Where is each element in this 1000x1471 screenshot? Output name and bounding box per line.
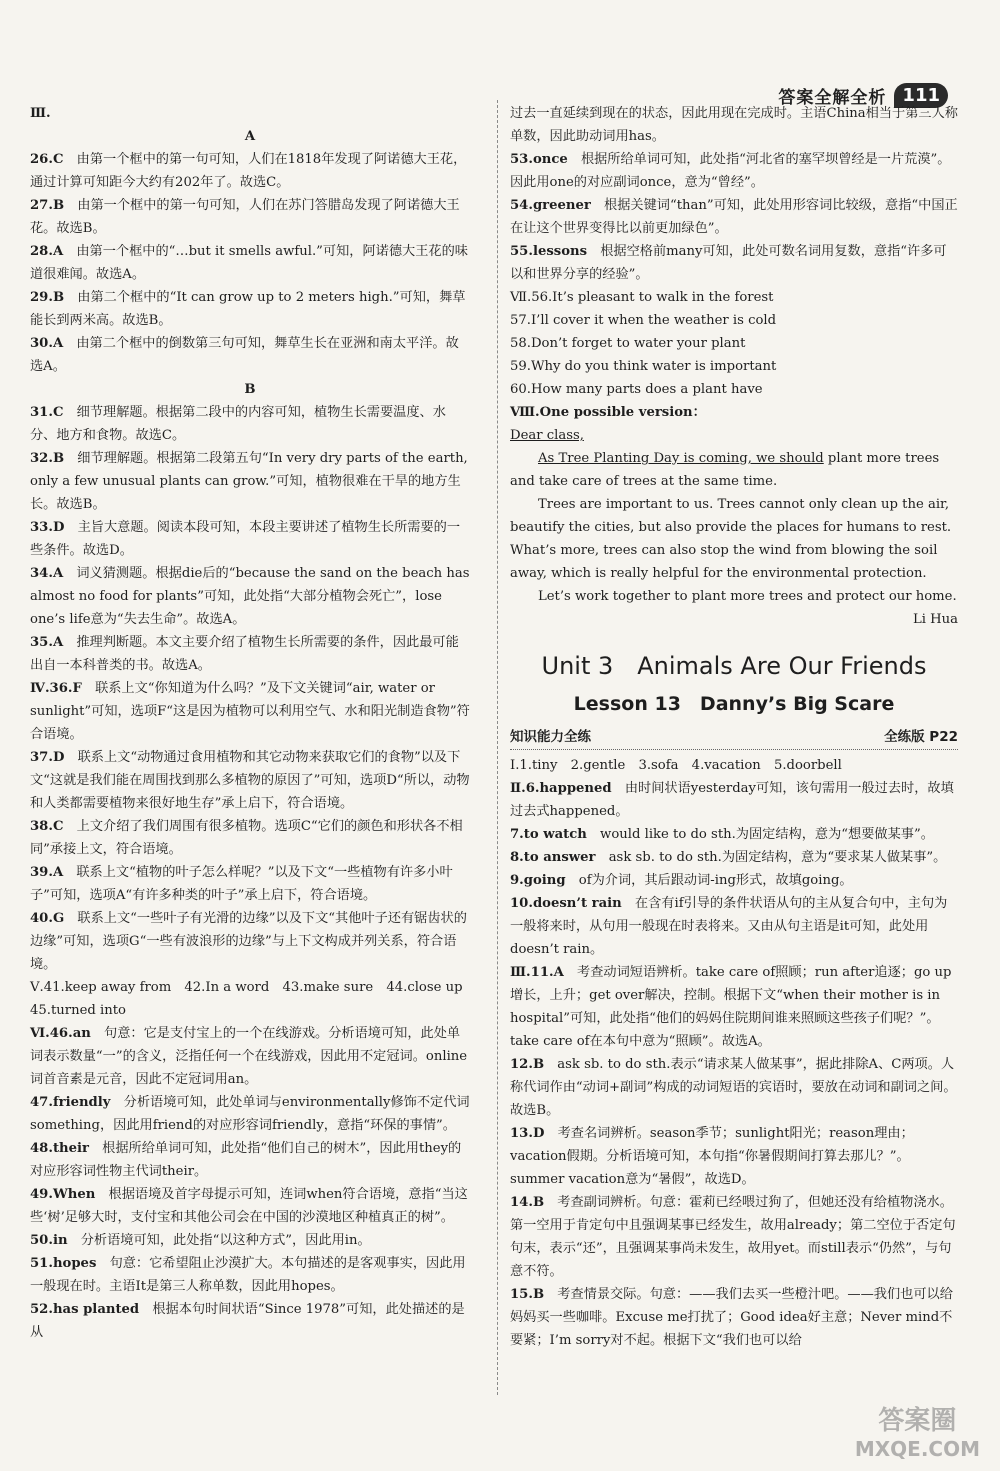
- answer-explanation: 分析语境可知，此处指“以这种方式”，因此用in。: [80, 1233, 371, 1248]
- letter-paragraph-3: Let’s work together to plant more trees and protect our home.: [538, 589, 957, 604]
- answer-entry: [510, 1122, 958, 1191]
- answer-number: 27.B: [30, 198, 65, 213]
- lesson-answers: [510, 754, 958, 1352]
- answer-explanation: 句意：它是支付宝上的一个在线游戏。分析语境可知，此处单词表示数量“一”的含义，泛指任何一个在线游戏，因此用不定冠词。online词首音素是元音，因此不定冠词用an。: [30, 1026, 468, 1087]
- answer-explanation: ask sb. to do sth.表示“请求某人做某事”，据此排除A、C两项。人称代词作由“动词+副词”构成的动词短语的宾语时，要放在动词和副词之间。故选B。: [510, 1057, 957, 1118]
- answer-number: 33.D: [30, 520, 65, 535]
- answer-explanation: 根据关键词“than”可知，此处用形容词比较级，意指“中国正在让这个世界变得比以前更加绿色”。: [510, 198, 958, 236]
- answer-number: 40.G: [30, 911, 65, 926]
- answer-entry: [30, 1252, 470, 1298]
- answer-explanation: 联系上文“动物通过食用植物和其它动物来获取它们的食物”以及下文“这就是我们能在周围找到那么多植物的原因了”可知，选项D“所以，动物和人类都需要植物来很好地生存”承上启下，符合语境。: [30, 750, 470, 811]
- answer-number: 38.C: [30, 819, 64, 834]
- answer-explanation: 根据空格前many可知，此处可数名词用复数，意指“许多可以和世界分享的经验”。: [510, 244, 947, 282]
- answer-explanation: 句意：它希望阻止沙漠扩大。本句描述的是客观事实，因此用一般现在时。主语It是第三人称单数，因此用hopes。: [30, 1256, 466, 1294]
- answer-explanation: 由第一个框中的第一句可知，人们在1818年发现了阿诺德大王花，通过计算可知距今大约有202年了。故选C。: [30, 152, 467, 190]
- answer-line: Ⅰ.1.tiny 2.gentle 3.sofa 4.vacation 5.doorbell: [510, 758, 842, 773]
- answer-entry: [30, 815, 470, 861]
- answer-number: 28.A: [30, 244, 64, 259]
- answer-line: Ⅶ.56.It’s pleasant to walk in the forest: [510, 290, 774, 305]
- letter-greeting: Dear class,: [510, 428, 584, 443]
- answer-number: 48.their: [30, 1141, 89, 1156]
- answer-entry: [30, 286, 470, 332]
- section-heading: Ⅷ.One possible version：: [510, 405, 706, 420]
- answer-number: 35.A: [30, 635, 64, 650]
- answer-number: Ⅲ.11.A: [510, 965, 564, 980]
- answer-number: 32.B: [30, 451, 65, 466]
- skill-section-bar: [510, 725, 958, 750]
- answer-number: 53.once: [510, 152, 568, 167]
- answer-explanation: 根据所给单词可知，此处指“他们自己的树木”，因此用they的对应形容词性物主代词their。: [30, 1141, 462, 1179]
- answer-entry: [30, 677, 470, 746]
- answer-entry: [30, 631, 470, 677]
- answer-explanation: 由第一个框中的“…but it smells awful.”可知，阿诺德大王花的味道很难闻。故选A。: [30, 244, 468, 282]
- section-heading: Ⅲ.: [30, 106, 51, 121]
- answer-entry: [30, 516, 470, 562]
- answer-number: 52.has planted: [30, 1302, 140, 1317]
- answer-explanation: 联系上文“你知道为什么吗？”及下文关键词“air, water or sunlight”可知，选项F“这是因为植物可以利用空气、水和阳光制造食物”符合语境。: [30, 681, 470, 742]
- answer-entry: [30, 148, 470, 194]
- answer-number: 50.in: [30, 1233, 68, 1248]
- answer-line: 60.How many parts does a plant have: [510, 382, 763, 397]
- answer-entry: [30, 240, 470, 286]
- answer-entry: [30, 562, 470, 631]
- answer-number: 12.B: [510, 1057, 545, 1072]
- answer-entry: [30, 1298, 470, 1344]
- answer-explanation: of为介词，其后跟动词-ing形式，故填going。: [578, 873, 853, 888]
- answer-entry: [30, 907, 470, 976]
- answer-number: 47.friendly: [30, 1095, 111, 1110]
- answer-explanation: 细节理解题。根据第二段中的内容可知，植物生长需要温度、水分、地方和食物。故选C。: [30, 405, 446, 443]
- answer-number: 7.to watch: [510, 827, 587, 842]
- answer-number: 30.A: [30, 336, 64, 351]
- skill-page-ref: 全练版 P22: [884, 729, 958, 745]
- answer-entry: [510, 240, 958, 286]
- right-column: [510, 102, 958, 1352]
- answer-entry: [30, 194, 470, 240]
- answer-number: 39.A: [30, 865, 64, 880]
- answer-explanation: ask sb. to do sth.为固定结构，意为“要求某人做某事”。: [608, 850, 947, 865]
- answer-entry: [30, 1229, 470, 1252]
- answer-entry: [510, 1053, 958, 1122]
- answer-line: 45.turned into: [30, 1003, 126, 1018]
- letter-paragraph-1: As Tree Planting Day is coming, we should plant more trees and take care of trees at the same time.: [510, 451, 940, 489]
- answer-explanation: 根据语境及首字母提示可知，连词when符合语境，意指“当这些‘树’足够大时，支付宝和其他公司会在中国的沙漠地区种植真正的树”。: [30, 1187, 468, 1225]
- answer-explanation: 考查动词短语辨析。take care of照顾；run after追逐；go up增长，上升；get over解决，控制。根据下文“when their mother is in hospital”可知，此处指“他们的妈妈住院期间谁来照顾这些孩子们呢？”。take care of在本句中意为“照顾”。故选A。: [510, 965, 952, 1049]
- answer-number: 55.lessons: [510, 244, 588, 259]
- answer-line: 57.I’ll cover it when the weather is cold: [510, 313, 777, 328]
- answer-explanation: 词义猜测题。根据die后的“because the sand on the beach has almost no food for plants”可知，此处指“大部分植物会死亡”，lose one’s life意为“失去生命”。故选A。: [30, 566, 470, 627]
- answer-explanation: 根据所给单词可知，此处指“河北省的塞罕坝曾经是一片荒漠”。因此用one的对应副词once，意为“曾经”。: [510, 152, 951, 190]
- letter-signature: Li Hua: [912, 612, 958, 627]
- answer-explanation: 联系上文“植物的叶子怎么样呢？”以及下文“一些植物有许多小叶子”可知，选项A“有许多种类的叶子”承上启下，符合语境。: [30, 865, 453, 903]
- answer-number: 37.D: [30, 750, 65, 765]
- answer-entry: [30, 1091, 470, 1137]
- answer-line: 58.Don’t forget to water your plant: [510, 336, 746, 351]
- right-column-answers: [510, 102, 958, 424]
- unit-title: Unit 3 Animals Are Our Friends: [541, 652, 927, 680]
- answer-number: 10.doesn’t rain: [510, 896, 622, 911]
- answer-explanation: 由第一个框中的第一句可知，人们在苏门答腊岛发现了阿诺德大王花。故选B。: [30, 198, 460, 236]
- answer-explanation: 由第二个框中的“It can grow up to 2 meters high.”可知，舞草能长到两米高。故选B。: [30, 290, 466, 328]
- column-divider: [497, 100, 498, 1395]
- answer-number: Ⅱ.6.happened: [510, 781, 612, 796]
- answer-explanation: 细节理解题。根据第二段第五句“In very dry parts of the earth, only a few unusual plants can grow.”可知，植物很难在干旱的地方生长。故选B。: [30, 451, 468, 512]
- answer-explanation: 联系上文“一些叶子有光滑的边缘”以及下文“其他叶子还有锯齿状的边缘”可知，选项G“一些有波浪形的边缘”与上下文构成并列关系，符合语境。: [30, 911, 467, 972]
- answer-entry: [510, 148, 958, 194]
- answer-explanation: 根据本句时间状语“Since 1978”可知，此处描述的是从: [30, 1302, 465, 1340]
- answer-number: 13.D: [510, 1126, 545, 1141]
- header-title: 答案全解全析: [778, 87, 887, 108]
- answer-number: 34.A: [30, 566, 64, 581]
- sample-letter: [510, 424, 958, 631]
- answer-number: 15.B: [510, 1287, 545, 1302]
- left-column: [30, 102, 470, 1344]
- answer-explanation: 在含有if引导的条件状语从句的主从复合句中，主句为一般将来时，从句用一般现在时表将来。又由从句主语是it可知，此处用doesn’t rain。: [510, 896, 948, 957]
- answer-number: 8.to answer: [510, 850, 596, 865]
- answer-explanation: would like to do sth.为固定结构，意为“想要做某事”。: [600, 827, 934, 842]
- answer-entry: [510, 823, 958, 846]
- answer-explanation: 考查情景交际。句意：——我们去买一些橙汁吧。——我们也可以给妈妈买一些咖啡。Excuse me打扰了；Good idea好主意；Never mind不要紧；I’m sorry对不起。根据下文“我们也可以给: [510, 1287, 953, 1348]
- section-letter: B: [244, 382, 256, 397]
- answer-explanation: 上文介绍了我们周围有很多植物。选项C“它们的颜色和形状各不相同”承接上文，符合语境。: [30, 819, 463, 857]
- answer-entry: [510, 961, 958, 1053]
- answer-entry: [30, 1183, 470, 1229]
- answer-entry: [30, 861, 470, 907]
- answer-explanation: 分析语境可知，此处单词与environmentally修饰不定代词something，因此用friend的对应形容词friendly，意指“环保的事情”。: [30, 1095, 470, 1133]
- answer-entry: [510, 777, 958, 823]
- answer-explanation: 考查名词辨析。season季节；sunlight阳光；reason理由；vacation假期。分析语境可知，本句指“你暑假期间打算去那儿？”。summer vacation意为“暑假”，故选D。: [510, 1126, 914, 1187]
- answer-number: 54.greener: [510, 198, 591, 213]
- answer-explanation: 由时间状语yesterday可知，该句需用一般过去时，故填过去式happened。: [510, 781, 954, 819]
- answer-entry: [30, 1137, 470, 1183]
- answer-line: Ⅴ.41.keep away from 42.In a word 43.make sure 44.close up: [30, 980, 463, 995]
- answer-entry: [30, 447, 470, 516]
- answer-entry: [510, 1191, 958, 1283]
- answer-explanation: 由第二个框中的倒数第三句可知，舞草生长在亚洲和南太平洋。故选A。: [30, 336, 459, 374]
- answer-number: Ⅳ.36.F: [30, 681, 82, 696]
- answer-continuation: 过去一直延续到现在的状态，因此用现在完成时。主语China相当于第三人称单数，因此助动词用has。: [510, 106, 958, 144]
- letter-paragraph-2: Trees are important to us. Trees cannot only clean up the air, beautify the cities, but also provide the places for humans to rest. What’s more, trees can also stop the wind from blowing the soil away, which is really helpful for the environmental protection.: [510, 497, 952, 581]
- answer-entry: [510, 869, 958, 892]
- answer-entry: [30, 1022, 470, 1091]
- answer-number: Ⅵ.46.an: [30, 1026, 91, 1041]
- answer-number: 31.C: [30, 405, 64, 420]
- section-letter: A: [244, 129, 256, 144]
- answer-entry: [510, 892, 958, 961]
- answer-explanation: 主旨大意题。阅读本段可知，本段主要讲述了植物生长所需要的一些条件。故选D。: [30, 520, 461, 558]
- answer-entry: [510, 194, 958, 240]
- answer-number: 29.B: [30, 290, 65, 305]
- answer-number: 51.hopes: [30, 1256, 97, 1271]
- answer-entry: [30, 746, 470, 815]
- answer-entry: [510, 846, 958, 869]
- answer-entry: [30, 332, 470, 378]
- lesson-title: Lesson 13 Danny’s Big Scare: [573, 693, 895, 715]
- answer-entry: [510, 1283, 958, 1352]
- answer-number: 49.When: [30, 1187, 96, 1202]
- answer-line: 59.Why do you think water is important: [510, 359, 777, 374]
- answer-number: 9.going: [510, 873, 566, 888]
- answer-number: 26.C: [30, 152, 64, 167]
- watermark-logo: 答案圈 MXQE.COM: [854, 1406, 980, 1461]
- answer-entry: [30, 401, 470, 447]
- answer-explanation: 考查副词辨析。句意：霍莉已经喂过狗了，但她还没有给植物浇水。第一空用于肯定句中且强调某事已经发生，故用already；第二空位于否定句句末，表示“还”，且强调某事尚未发生，故用yet。而still表示“仍然”，与句意不符。: [510, 1195, 956, 1279]
- skill-label: 知识能力全练: [510, 729, 591, 745]
- answer-explanation: 推理判断题。本文主要介绍了植物生长所需要的条件，因此最可能出自一本科普类的书。故选A。: [30, 635, 459, 673]
- answer-number: 14.B: [510, 1195, 545, 1210]
- page-number: 111: [894, 83, 948, 108]
